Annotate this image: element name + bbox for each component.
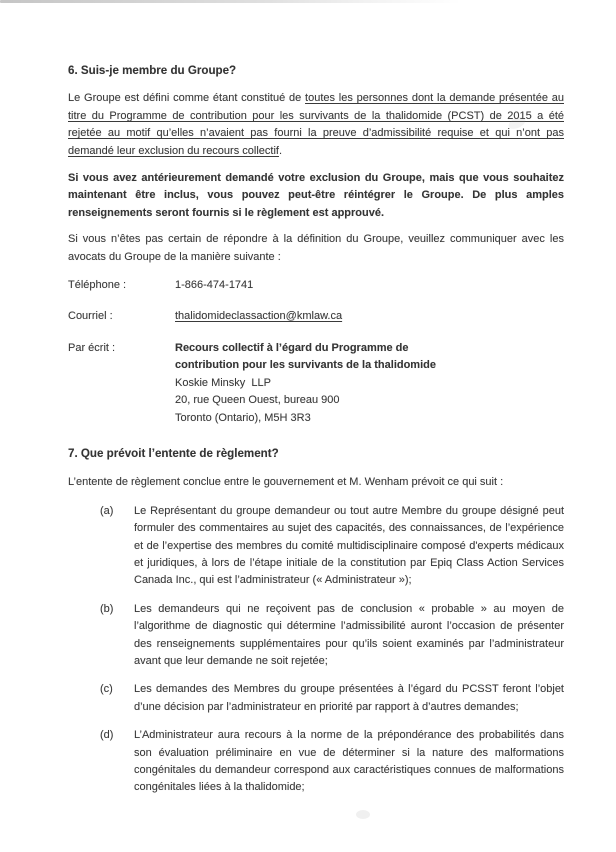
list-item-c-text: Les demandes des Membres du groupe présentées à l’égard du PCSST feront l’objet d’une décision par l’administrateur en priorité par rapport à d’autres demandes; xyxy=(134,683,564,713)
email-label: Courriel : xyxy=(68,310,113,323)
list-item-b-text: Les demandeurs qui ne reçoivent pas de conclusion « probable » au moyen de l’algorithme de diagnostic qui détermine l’admissibilité auront l’occasion de présenter des renseignements supplémentaires pour qu’ils soient examinés par l’administrateur avant que leur demande ne soit rejetée; xyxy=(134,602,564,667)
address-street: 20, rue Queen Ouest, bureau 900 xyxy=(175,394,340,407)
list-item-a-marker: (a) xyxy=(100,504,114,517)
list-item-c-marker: (c) xyxy=(100,683,113,696)
list-item-c xyxy=(68,681,564,716)
settlement-intro-paragraph: L’entente de règlement conclue entre le gouvernement et M. Wenham prévoit ce qui suit : xyxy=(68,476,504,489)
email-address: thalidomideclassaction@kmlaw.ca xyxy=(175,310,343,323)
section-6-heading: 6. Suis-je membre du Groupe? xyxy=(68,64,237,77)
settlement-terms-list xyxy=(68,503,564,797)
rejoin-group-paragraph: Si vous avez antérieurement demandé votre exclusion du Groupe, mais que vous souhaitez maintenant être inclus, vous pouvez peut-être réintégrer le Groupe. De plus amples renseignements seront fournis si le règlement est approuvé. xyxy=(68,172,564,219)
address-program-line-1: Recours collectif à l’égard du Programme de xyxy=(175,341,409,354)
contact-row-email xyxy=(68,308,564,325)
contact-intro-paragraph: Si vous n’êtes pas certain de répondre à la définition du Groupe, veuillez communiquer avec les avocats du Groupe de la manière suivante : xyxy=(68,233,564,263)
list-item-d-marker: (d) xyxy=(100,729,114,742)
mailing-address xyxy=(175,340,564,427)
address-firm-name: Koskie Minsky LLP xyxy=(175,376,271,389)
scan-artifact-smudge xyxy=(356,810,370,819)
list-item-d-text: L’Administrateur aura recours à la norme de la prépondérance des probabilités dans son évaluation préliminaire en vue de déterminer si la nature des malformations congénitales du demandeur correspond aux caractéristiques connues de malformations congénitales liées à la thalidomide; xyxy=(134,729,564,794)
section-7-heading: 7. Que prévoit l’entente de règlement? xyxy=(68,446,279,460)
contact-row-phone xyxy=(68,277,564,294)
phone-label: Téléphone : xyxy=(68,279,127,292)
underlined-group-definition: toutes les personnes dont la demande présentée au titre du Programme de contribution pour les survivants de la thalidomide (PCST) de 2015 a été rejetée au motif qu’elles n’avaient pas fourni la preuve d’admissibilité requise et qui n’ont pas demandé leur exclusion du recours collectif xyxy=(68,92,564,157)
address-city: Toronto (Ontario), M5H 3R3 xyxy=(175,411,311,424)
mail-label: Par écrit : xyxy=(68,341,116,354)
list-item-a-text: Le Représentant du groupe demandeur ou tout autre Membre du groupe désigné peut formuler des commentaires au sujet des capacités, des connaissances, de l’expérience et de l’expertise des membres du comité multidisciplinaire composé d'experts médicaux et juridiques, à lors de l’étape initiale de la constitution par Epiq Class Action Services Canada Inc., qui est l’administrateur (« Administrateur »); xyxy=(134,504,564,587)
definition-prefix-text: Le Groupe est défini comme étant constitué de xyxy=(68,92,306,105)
section-6-membership xyxy=(68,62,564,427)
scan-artifact-top-edge xyxy=(0,0,485,3)
address-program-line-2: contribution pour les survivants de la thalidomide xyxy=(175,359,436,372)
group-definition-paragraph xyxy=(68,90,564,160)
contact-row-mail xyxy=(68,340,564,427)
list-item-b-marker: (b) xyxy=(100,602,114,615)
contact-block xyxy=(68,277,564,427)
list-item-a xyxy=(68,503,564,590)
phone-number: 1-866-474-1741 xyxy=(175,279,254,292)
list-item-d xyxy=(68,727,564,797)
section-7-settlement xyxy=(68,445,564,797)
definition-suffix-text: . xyxy=(278,144,283,157)
list-item-b xyxy=(68,601,564,671)
